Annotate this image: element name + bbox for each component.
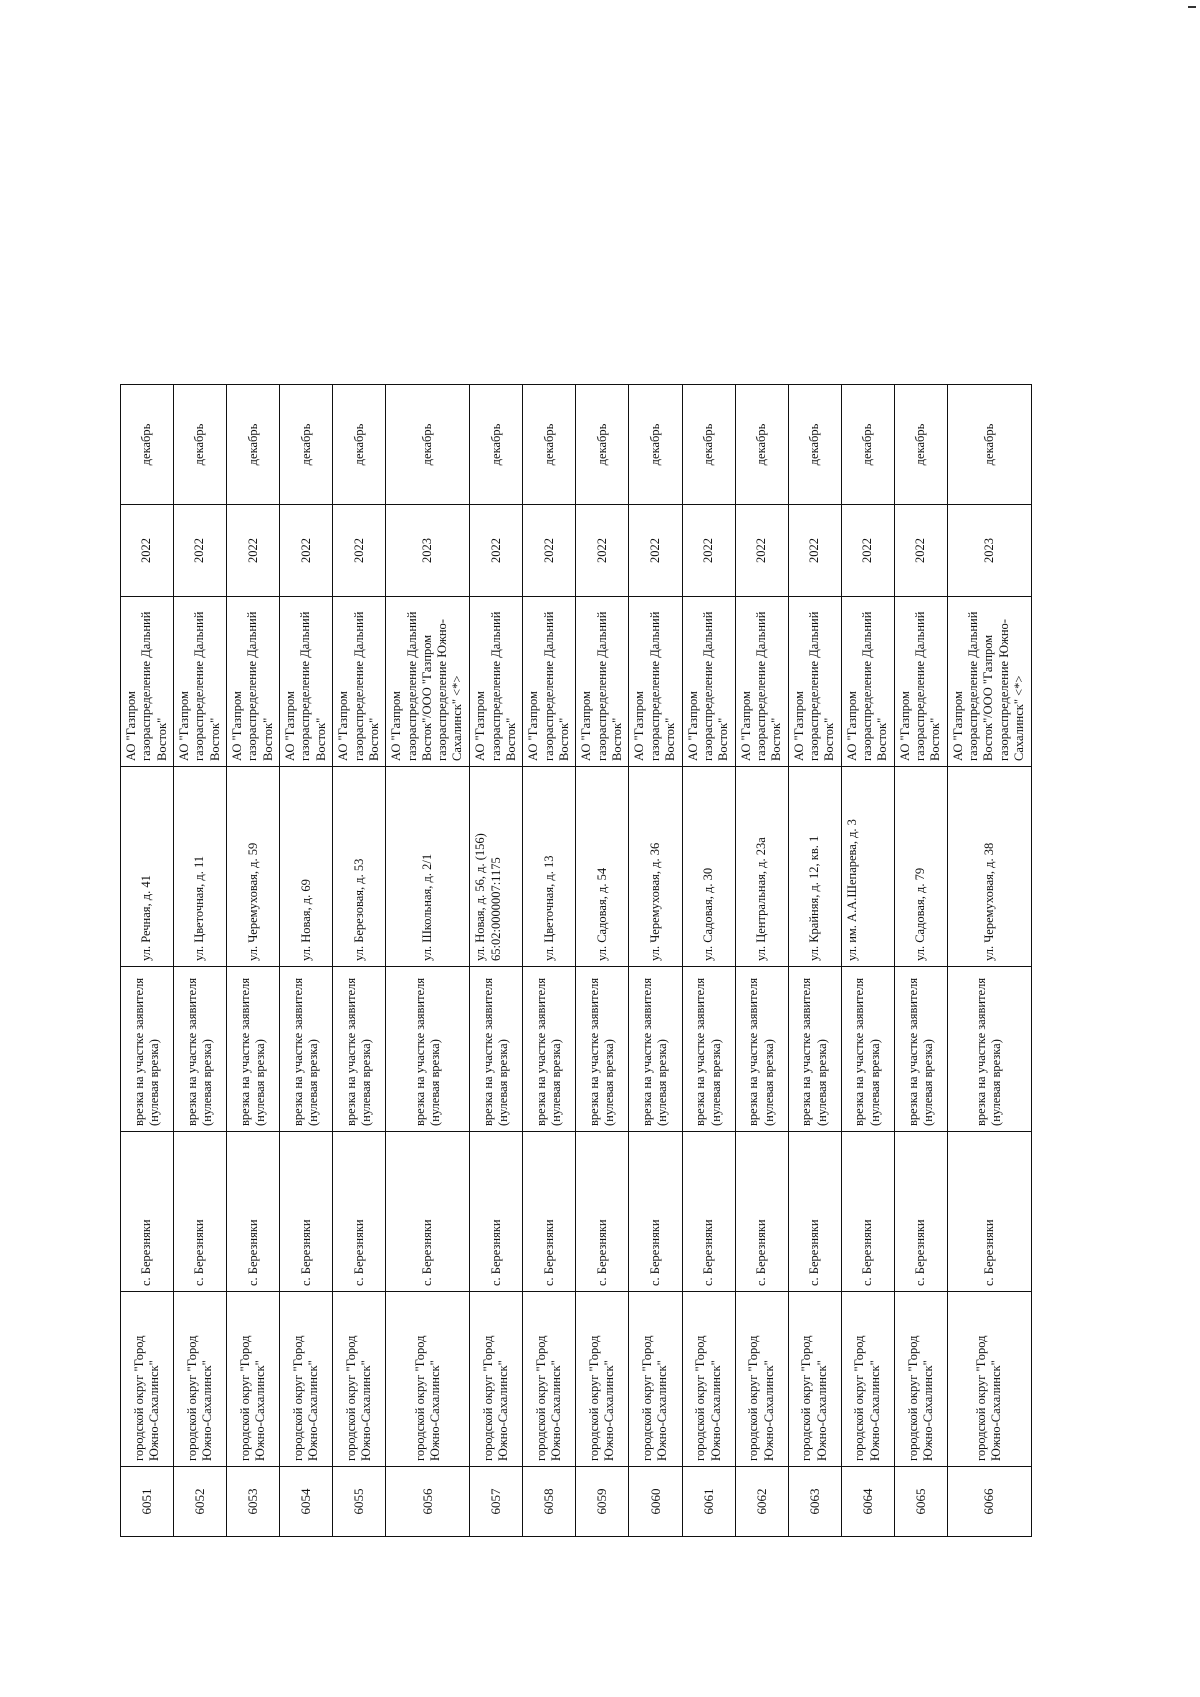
- year-cell: 2022: [735, 505, 788, 597]
- connection-type-cell: врезка на участке заявителя (нулевая врезка): [227, 967, 280, 1132]
- month-cell: декабрь: [333, 385, 386, 505]
- month-cell: декабрь: [470, 385, 523, 505]
- row-number: 6059: [576, 1467, 629, 1537]
- year-cell: 2022: [682, 505, 735, 597]
- operator-cell: АО "Газпром газораспределение Дальний Восток": [470, 597, 523, 767]
- month-cell: декабрь: [386, 385, 470, 505]
- table-row: [841, 385, 894, 1537]
- district-cell: городской округ "Город Южно-Сахалинск": [333, 1292, 386, 1467]
- table-row: [333, 385, 386, 1537]
- address-cell: ул. Школьная, д. 2/1: [386, 767, 470, 967]
- row-number: 6064: [841, 1467, 894, 1537]
- month-cell: декабрь: [682, 385, 735, 505]
- month-cell: декабрь: [947, 385, 1031, 505]
- locality-cell: с. Березняки: [682, 1132, 735, 1292]
- locality-cell: с. Березняки: [841, 1132, 894, 1292]
- locality-cell: с. Березняки: [735, 1132, 788, 1292]
- page-edge-mark: [1188, 6, 1196, 8]
- address-cell: ул. Садовая, д. 30: [682, 767, 735, 967]
- connection-type-cell: врезка на участке заявителя (нулевая врезка): [280, 967, 333, 1132]
- table-row: [280, 385, 333, 1537]
- operator-cell: АО "Газпром газораспределение Дальний Восток": [894, 597, 947, 767]
- operator-cell: АО "Газпром газораспределение Дальний Восток": [280, 597, 333, 767]
- operator-cell: АО "Газпром газораспределение Дальний Восток": [333, 597, 386, 767]
- year-cell: 2022: [788, 505, 841, 597]
- operator-cell: АО "Газпром газораспределение Дальний Восток": [174, 597, 227, 767]
- month-cell: декабрь: [280, 385, 333, 505]
- table-row: [682, 385, 735, 1537]
- district-cell: городской округ "Город Южно-Сахалинск": [227, 1292, 280, 1467]
- connection-type-cell: врезка на участке заявителя (нулевая врезка): [523, 967, 576, 1132]
- operator-cell: АО "Газпром газораспределение Дальний Восток"/ООО "Газпром газораспределение Южно-Сахалинск" <*>: [386, 597, 470, 767]
- district-cell: городской округ "Город Южно-Сахалинск": [174, 1292, 227, 1467]
- month-cell: декабрь: [121, 385, 174, 505]
- row-number: 6058: [523, 1467, 576, 1537]
- row-number: 6051: [121, 1467, 174, 1537]
- address-cell: ул. Садовая, д. 79: [894, 767, 947, 967]
- address-cell: ул. Цветочная, д. 11: [174, 767, 227, 967]
- month-cell: декабрь: [174, 385, 227, 505]
- district-cell: городской округ "Город Южно-Сахалинск": [841, 1292, 894, 1467]
- row-number: 6063: [788, 1467, 841, 1537]
- table-row: [735, 385, 788, 1537]
- table-row: [227, 385, 280, 1537]
- locality-cell: с. Березняки: [227, 1132, 280, 1292]
- row-number: 6054: [280, 1467, 333, 1537]
- row-number: 6052: [174, 1467, 227, 1537]
- locality-cell: с. Березняки: [894, 1132, 947, 1292]
- year-cell: 2022: [174, 505, 227, 597]
- operator-cell: АО "Газпром газораспределение Дальний Восток": [788, 597, 841, 767]
- year-cell: 2022: [576, 505, 629, 597]
- month-cell: декабрь: [227, 385, 280, 505]
- locality-cell: с. Березняки: [174, 1132, 227, 1292]
- district-cell: городской округ "Город Южно-Сахалинск": [894, 1292, 947, 1467]
- locality-cell: с. Березняки: [629, 1132, 682, 1292]
- operator-cell: АО "Газпром газораспределение Дальний Восток": [523, 597, 576, 767]
- row-number: 6061: [682, 1467, 735, 1537]
- connection-type-cell: врезка на участке заявителя (нулевая врезка): [894, 967, 947, 1132]
- locality-cell: с. Березняки: [280, 1132, 333, 1292]
- row-number: 6062: [735, 1467, 788, 1537]
- row-number: 6056: [386, 1467, 470, 1537]
- district-cell: городской округ "Город Южно-Сахалинск": [121, 1292, 174, 1467]
- table-row: [121, 385, 174, 1537]
- district-cell: городской округ "Город Южно-Сахалинск": [470, 1292, 523, 1467]
- table-row: [894, 385, 947, 1537]
- year-cell: 2022: [894, 505, 947, 597]
- district-cell: городской округ "Город Южно-Сахалинск": [788, 1292, 841, 1467]
- connection-type-cell: врезка на участке заявителя (нулевая врезка): [788, 967, 841, 1132]
- operator-cell: АО "Газпром газораспределение Дальний Восток": [121, 597, 174, 767]
- locality-cell: с. Березняки: [523, 1132, 576, 1292]
- year-cell: 2022: [121, 505, 174, 597]
- locality-cell: с. Березняки: [333, 1132, 386, 1292]
- row-number: 6055: [333, 1467, 386, 1537]
- operator-cell: АО "Газпром газораспределение Дальний Восток": [841, 597, 894, 767]
- district-cell: городской округ "Город Южно-Сахалинск": [682, 1292, 735, 1467]
- row-number: 6057: [470, 1467, 523, 1537]
- district-cell: городской округ "Город Южно-Сахалинск": [947, 1292, 1031, 1467]
- address-cell: ул. Садовая, д. 54: [576, 767, 629, 967]
- connection-type-cell: врезка на участке заявителя (нулевая врезка): [841, 967, 894, 1132]
- district-cell: городской округ "Город Южно-Сахалинск": [523, 1292, 576, 1467]
- month-cell: декабрь: [788, 385, 841, 505]
- connection-type-cell: врезка на участке заявителя (нулевая врезка): [576, 967, 629, 1132]
- address-cell: ул. Черемуховая, д. 36: [629, 767, 682, 967]
- month-cell: декабрь: [841, 385, 894, 505]
- row-number: 6065: [894, 1467, 947, 1537]
- address-cell: ул. Цветочная, д. 13: [523, 767, 576, 967]
- connection-type-cell: врезка на участке заявителя (нулевая врезка): [121, 967, 174, 1132]
- month-cell: декабрь: [629, 385, 682, 505]
- year-cell: 2022: [470, 505, 523, 597]
- address-cell: ул. Центральная, д. 23а: [735, 767, 788, 967]
- connection-type-cell: врезка на участке заявителя (нулевая врезка): [386, 967, 470, 1132]
- connection-type-cell: врезка на участке заявителя (нулевая врезка): [682, 967, 735, 1132]
- month-cell: декабрь: [894, 385, 947, 505]
- rotated-table-container: [120, 385, 1032, 1537]
- locality-cell: с. Березняки: [788, 1132, 841, 1292]
- month-cell: декабрь: [523, 385, 576, 505]
- connection-type-cell: врезка на участке заявителя (нулевая врезка): [735, 967, 788, 1132]
- address-cell: ул. Черемуховая, д. 38: [947, 767, 1031, 967]
- row-number: 6053: [227, 1467, 280, 1537]
- connection-type-cell: врезка на участке заявителя (нулевая врезка): [174, 967, 227, 1132]
- year-cell: 2022: [629, 505, 682, 597]
- year-cell: 2023: [947, 505, 1031, 597]
- district-cell: городской округ "Город Южно-Сахалинск": [386, 1292, 470, 1467]
- connection-type-cell: врезка на участке заявителя (нулевая врезка): [333, 967, 386, 1132]
- address-cell: ул. Черемуховая, д. 59: [227, 767, 280, 967]
- year-cell: 2023: [386, 505, 470, 597]
- address-cell: ул. Березовая, д. 53: [333, 767, 386, 967]
- address-cell: ул. Речная, д. 41: [121, 767, 174, 967]
- year-cell: 2022: [280, 505, 333, 597]
- table-row: [788, 385, 841, 1537]
- table-row: [174, 385, 227, 1537]
- address-cell: ул. Новая, д. 56, д. (156) 65:02:0000007:1175: [470, 767, 523, 967]
- district-cell: городской округ "Город Южно-Сахалинск": [280, 1292, 333, 1467]
- operator-cell: АО "Газпром газораспределение Дальний Восток": [227, 597, 280, 767]
- row-number: 6060: [629, 1467, 682, 1537]
- month-cell: декабрь: [735, 385, 788, 505]
- connection-type-cell: врезка на участке заявителя (нулевая врезка): [629, 967, 682, 1132]
- year-cell: 2022: [841, 505, 894, 597]
- operator-cell: АО "Газпром газораспределение Дальний Восток": [629, 597, 682, 767]
- month-cell: декабрь: [576, 385, 629, 505]
- operator-cell: АО "Газпром газораспределение Дальний Восток": [576, 597, 629, 767]
- gasification-register-table: [120, 384, 1032, 1537]
- locality-cell: с. Березняки: [947, 1132, 1031, 1292]
- table-row: [386, 385, 470, 1537]
- table-row: [947, 385, 1031, 1537]
- year-cell: 2022: [523, 505, 576, 597]
- address-cell: ул. Крайняя, д. 12, кв. 1: [788, 767, 841, 967]
- operator-cell: АО "Газпром газораспределение Дальний Восток"/ООО "Газпром газораспределение Южно-Сахалинск" <*>: [947, 597, 1031, 767]
- table-row: [470, 385, 523, 1537]
- table-row: [523, 385, 576, 1537]
- locality-cell: с. Березняки: [470, 1132, 523, 1292]
- district-cell: городской округ "Город Южно-Сахалинск": [629, 1292, 682, 1467]
- address-cell: ул. им. А.А.Шепарева, д. 3: [841, 767, 894, 967]
- address-cell: ул. Новая, д. 69: [280, 767, 333, 967]
- district-cell: городской округ "Город Южно-Сахалинск": [576, 1292, 629, 1467]
- row-number: 6066: [947, 1467, 1031, 1537]
- locality-cell: с. Березняки: [386, 1132, 470, 1292]
- operator-cell: АО "Газпром газораспределение Дальний Восток": [682, 597, 735, 767]
- connection-type-cell: врезка на участке заявителя (нулевая врезка): [470, 967, 523, 1132]
- district-cell: городской округ "Город Южно-Сахалинск": [735, 1292, 788, 1467]
- table-row: [629, 385, 682, 1537]
- locality-cell: с. Березняки: [121, 1132, 174, 1292]
- locality-cell: с. Березняки: [576, 1132, 629, 1292]
- year-cell: 2022: [333, 505, 386, 597]
- year-cell: 2022: [227, 505, 280, 597]
- operator-cell: АО "Газпром газораспределение Дальний Восток": [735, 597, 788, 767]
- table-row: [576, 385, 629, 1537]
- connection-type-cell: врезка на участке заявителя (нулевая врезка): [947, 967, 1031, 1132]
